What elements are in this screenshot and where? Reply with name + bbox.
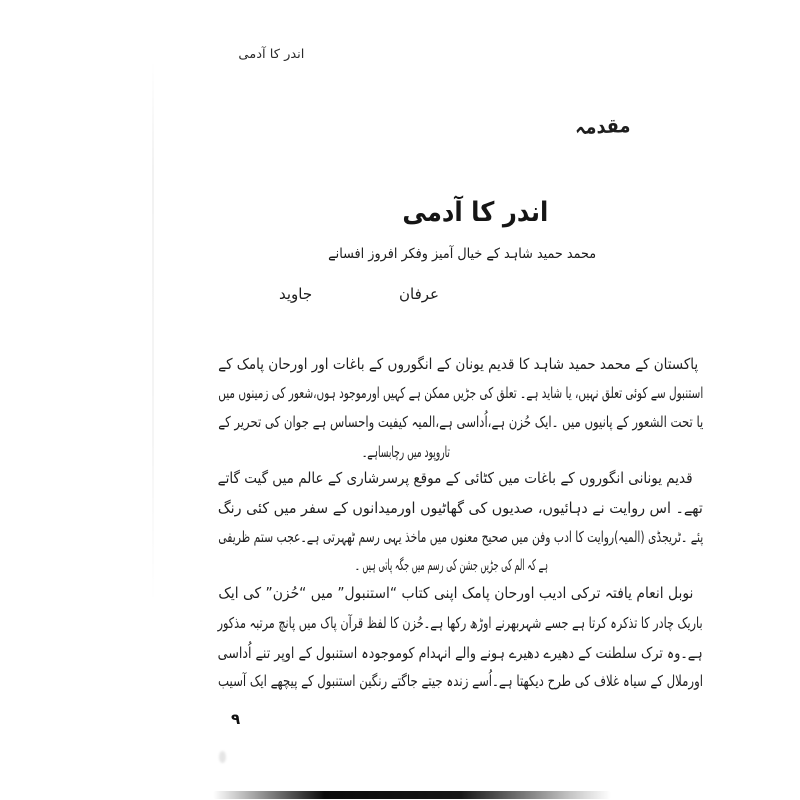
body-line: تھے۔ اس روایت نے دہائیوں، صدیوں کی گھاٹیوں اورمیدانوں کے سفر میں کئی رنگ <box>218 499 703 517</box>
chapter-subtitle <box>328 246 596 270</box>
running-header-text: اندر کا آدمی <box>238 46 304 61</box>
page-number: ۹ <box>231 710 241 728</box>
body-line: اورملال کے سیاہ غلاف کی طرح دیکھتا ہے۔اُسے زندہ جیتے جاگتے رنگین استنبول کے پیچھے ایک آسیب <box>218 672 703 690</box>
running-header <box>238 46 304 66</box>
chapter-subtitle-text: محمد حمید شاہد کے خیال آمیز وفکر افروز افسانے <box>328 246 596 262</box>
body-line: قدیم یونانی انگوروں کے باغات میں کٹائی کے موقع پرسرشاری کے عالم میں گیت گاتے <box>218 469 693 487</box>
section-label <box>573 113 630 145</box>
body-line: استنبول سے کوئی تعلق نہیں، یا شاید ہے۔ تعلق کی جڑیں ممکن ہے کہیں اورموجود ہوں،شعور کی زمینوں میں <box>218 384 703 402</box>
body-line: نوبل انعام یافتہ ترکی ادیب اورحان پامک اپنی کتاب “استنبول” میں “حُزن” کی ایک <box>218 584 693 602</box>
body-line: پاکستان کے محمد حمید شاہد کا قدیم یونان کے انگوروں کے باغات اور اورحان پامک کے <box>218 355 698 373</box>
body-line: باریک چادر کا تذکرہ کرتا ہے جسے شہربھرنے اوڑھ رکھا ہے۔حُزن کا لفظ قرآن پاک میں پانچ مرتبہ مذکور <box>218 614 703 632</box>
scan-smudge <box>219 751 226 763</box>
chapter-title-text: اندر کا آدمی <box>402 197 548 228</box>
body-line: یا تحت الشعور کے پانیوں میں ۔ایک حُزن ہے،اُداسی ہے،المیہ کیفیت واحساس ہے جوان کی تحریر کے <box>218 413 703 431</box>
body-line: تاروپود میں رچابساہے۔ <box>362 443 450 461</box>
section-label-text: مقدمہ <box>574 113 631 139</box>
body-line: ہے کہ الم کی جڑیں جشن کی رسم میں جگہ پاتی ہیں ۔ <box>355 556 548 574</box>
scan-edge-shadow <box>213 791 611 799</box>
body-line: پئے ۔ٹریجڈی (المیہ)روایت کا ادب وفن میں صحیح معنوں میں ماخذ یہی رسم ٹھہرتی ہے۔عجب ستم ظریفی <box>218 528 703 546</box>
page-crease <box>152 60 154 605</box>
author-name: عرفان جاوید <box>279 285 439 303</box>
chapter-title <box>402 197 548 233</box>
body-line: ہے۔وہ ترک سلطنت کے دھیرے دھیرے ہونے والے انہدام کوموجودہ استنبول کے اوپر تنے اُداسی <box>218 644 703 662</box>
